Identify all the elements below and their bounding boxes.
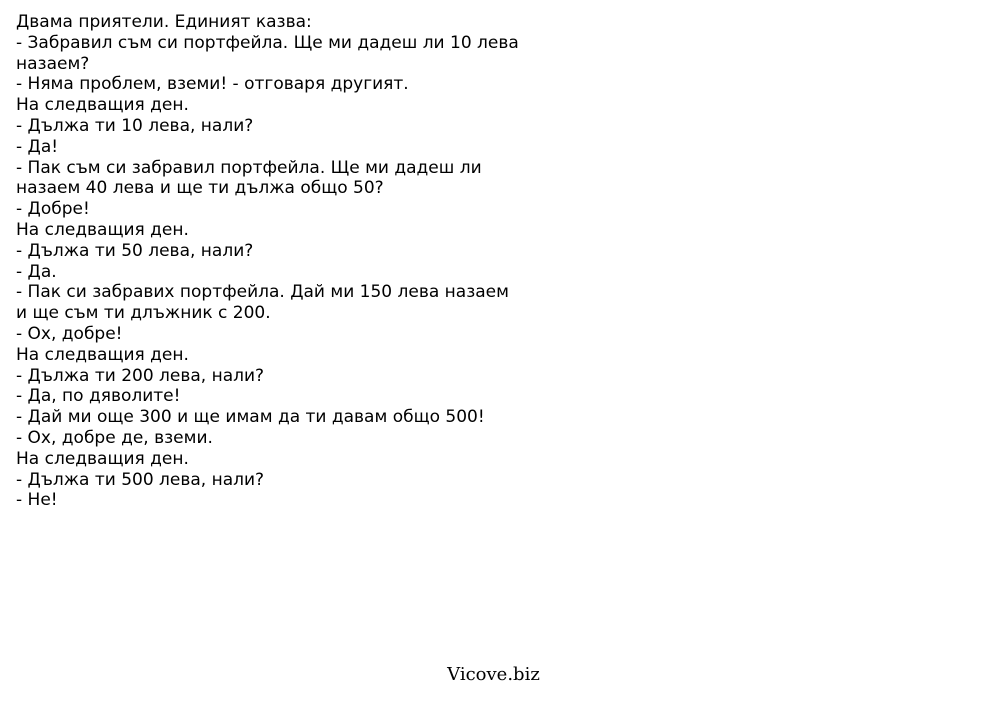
joke-line: - Добре! [16,199,90,220]
joke-line: На следващия ден. [16,219,189,240]
joke-line: - Пак си забравих портфейла. Дай ми 150 лева назаем [16,282,509,303]
joke-line: и ще съм ти длъжник с 200. [16,303,271,324]
joke-line: - Няма проблем, вземи! - отговаря другият. [16,74,409,95]
joke-line: - Ох, добре! [16,323,123,344]
joke-line: На следващия ден. [16,448,189,469]
joke-line: - Дължа ти 50 лева, нали? [16,240,254,261]
joke-line: - Да, по дяволите! [16,386,181,407]
joke-line: - Забравил съм си портфейла. Ще ми дадеш ли 10 лева [16,32,519,53]
joke-line: - Дай ми още 300 и ще имам да ти давам общо 500! [16,407,485,428]
joke-line: - Не! [16,490,58,511]
joke-line: - Дължа ти 500 лева, нали? [16,469,265,490]
joke-line: - Дължа ти 200 лева, нали? [16,365,265,386]
joke-text [16,12,576,511]
joke-line: Двама приятели. Единият казва: [16,12,312,32]
site-watermark: Vicove.biz [447,664,540,685]
joke-line: На следващия ден. [16,344,189,365]
joke-line: - Ох, добре де, вземи. [16,427,213,448]
joke-line: - Да! [16,136,59,157]
joke-line: назаем? [16,53,90,74]
joke-line: - Да. [16,261,57,282]
joke-line: - Пак съм си забравил портфейла. Ще ми дадеш ли [16,157,482,178]
joke-line: На следващия ден. [16,95,189,116]
joke-line: - Дължа ти 10 лева, нали? [16,115,254,136]
joke-line: назаем 40 лева и ще ти дължа общо 50? [16,178,384,199]
